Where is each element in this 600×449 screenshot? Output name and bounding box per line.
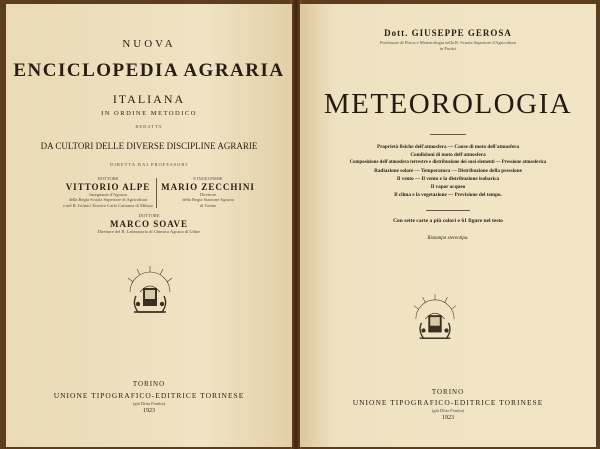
director-soave — [6, 213, 292, 234]
topic-line: Radiazione solare — Temperatura — Distribuzione della pressione — [374, 168, 522, 174]
left-publisher-note: (già Ditta Pomba) — [132, 401, 166, 406]
director-line: e nel R. Istituto Tecnico Carlo Cattaneo di Milano — [63, 202, 153, 208]
encyclopedia-subtitle: ITALIANA — [112, 92, 186, 106]
publisher-emblem-icon — [412, 294, 458, 344]
director-rank: DOTTORE — [97, 176, 119, 181]
encyclopedia-title: ENCICLOPEDIA AGRARIA — [13, 60, 285, 81]
topic-line: Proprietà fisiche dell'atmosfera — Cause di moto dell'atmosfera — [376, 144, 520, 150]
director-name: MARCO SOAVE — [109, 218, 189, 229]
cultori-line: DA CULTORI DELLE DIVERSE DISCIPLINE AGRARIE — [40, 141, 258, 151]
series-label: NUOVA — [122, 38, 176, 50]
illustrations-note: Con sette carte a più colori e 61 figure nel testo — [393, 218, 503, 224]
left-publisher: UNIONE TIPOGRAFICO-EDITRICE TORINESE — [53, 391, 245, 400]
topic-line: Il clima e la vegetazione — Previsione del tempo. — [394, 192, 502, 198]
title-rule — [430, 134, 466, 135]
director-name: VITTORIO ALPE — [65, 181, 151, 192]
director-divider — [156, 178, 157, 208]
left-page — [6, 4, 292, 447]
director-line: di Torino — [199, 202, 217, 208]
book-title: METEOROLOGIA — [323, 88, 573, 120]
left-city: TORINO — [132, 380, 166, 388]
topic-line: Condizioni di moto dell'atmosfera — [410, 152, 486, 158]
right-year: 1923 — [442, 415, 454, 421]
director-alpe — [48, 176, 168, 208]
director-line: della Regia Scuola Superiore di Agricoltura — [68, 197, 148, 202]
topic-line: Il vapor acqueo — [430, 184, 466, 190]
director-line: Direttore — [199, 191, 217, 197]
topic-line: Il vento — Il vento e la distribuzione isobarica — [396, 176, 500, 182]
director-name: MARIO ZECCHINI — [161, 181, 255, 192]
right-city: TORINO — [431, 388, 465, 396]
right-publisher: UNIONE TIPOGRAFICO-EDITRICE TORINESE — [352, 398, 544, 407]
reprint-note: Ristampa stereotipa. — [427, 236, 469, 241]
publisher-emblem-icon — [126, 266, 174, 318]
director-zecchini — [158, 176, 258, 208]
director-rank: E INGEGNERE — [193, 176, 223, 181]
director-rank: DOTTORE — [138, 213, 160, 218]
director-line: Insegnante d'Agraria — [89, 191, 127, 197]
order-line: IN ORDINE METODICO — [101, 110, 197, 117]
edited-line: REDATTA — [135, 124, 163, 129]
left-year: 1923 — [143, 408, 155, 414]
director-line: della Regia Stazione Agraria — [182, 197, 234, 202]
director-line: Direttore del R. Laboratorio di Chimica Agraria di Udine — [97, 228, 201, 234]
author-line: in Portici — [439, 46, 457, 51]
topic-line: Composizione dell'atmosfera terrestre e distribuzione dei suoi elementi — Pressione atmosferica — [349, 160, 547, 165]
author-line: Professore di Fisica e Meteorologia nella R. Scuola Superiore d'Agricoltura — [379, 40, 517, 45]
directed-line: DIRETTA DAI PROFESSORI — [110, 162, 188, 167]
right-page — [300, 4, 596, 447]
topics-rule — [426, 210, 470, 211]
right-publisher-note: (già Ditta Pomba) — [431, 408, 465, 413]
author-name: Dott. GIUSEPPE GEROSA — [384, 28, 512, 38]
